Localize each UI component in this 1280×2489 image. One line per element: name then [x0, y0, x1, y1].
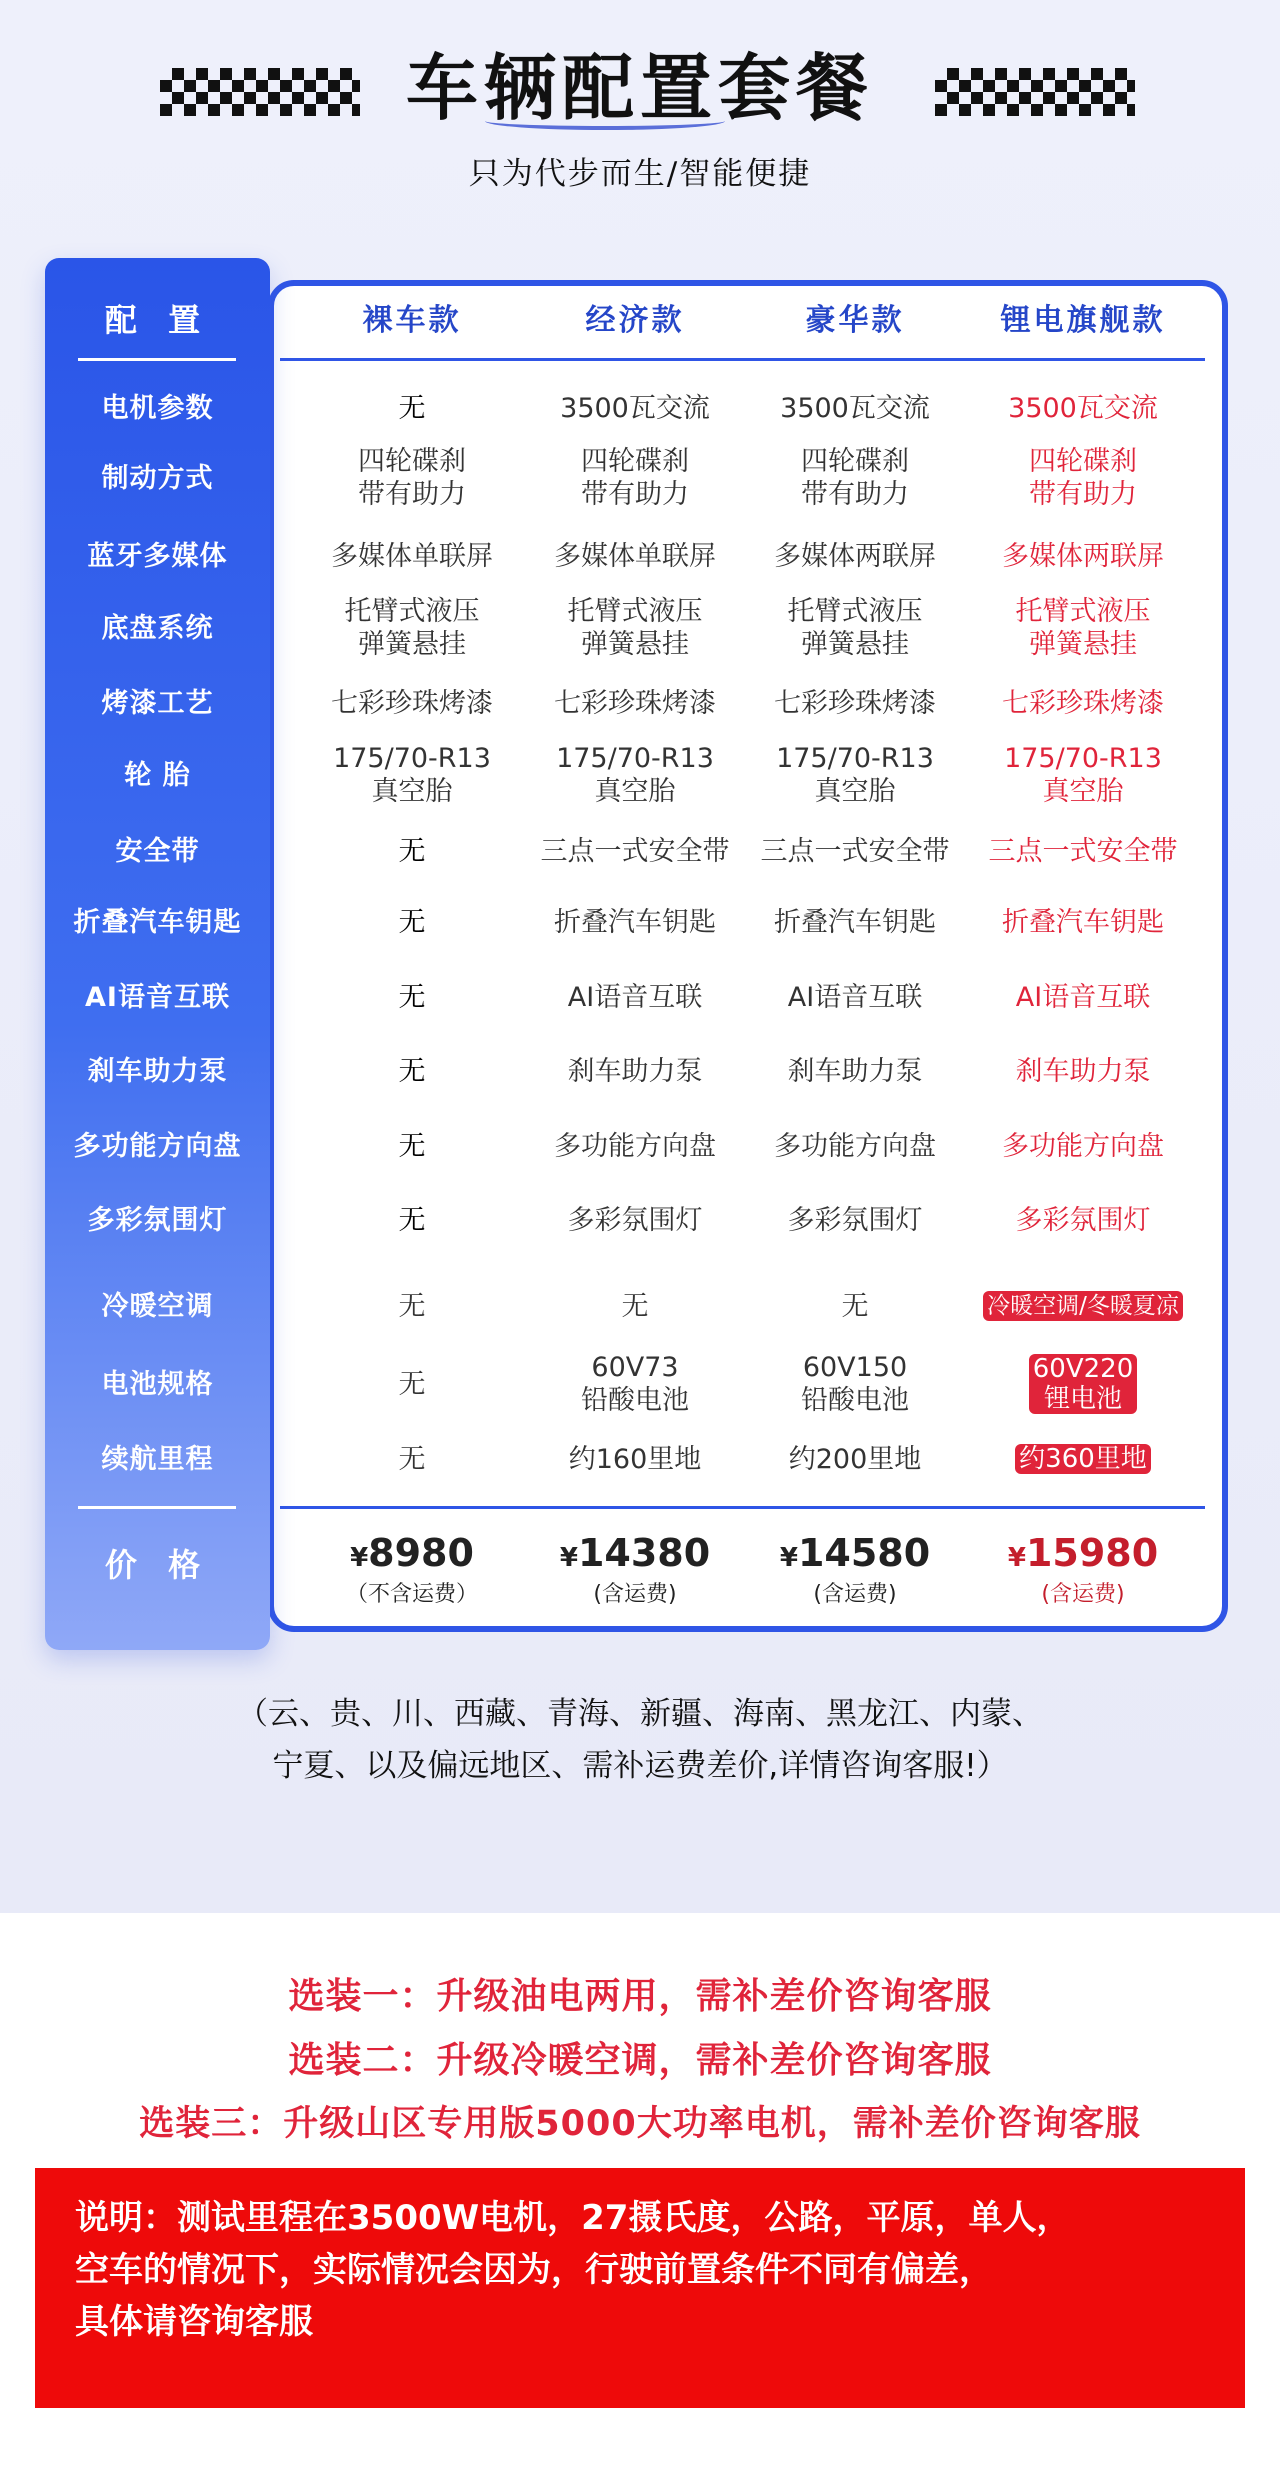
price-cell: [971, 1520, 1196, 1620]
table-cell: 无: [841, 1290, 869, 1322]
price-value: 15980: [1025, 1530, 1159, 1575]
option-2: 选装二：升级冷暖空调，需补差价咨询客服: [288, 2040, 992, 2081]
table-cell: 折叠汽车钥匙: [1002, 906, 1164, 938]
row-label: 电池规格: [101, 1368, 214, 1400]
table-cell: 托臂式液压 弹簧悬挂: [567, 596, 703, 660]
table-cell: 七彩珍珠烤漆: [554, 687, 716, 719]
table-cell: 60V150 铅酸电池: [801, 1352, 909, 1416]
row-label: 底盘系统: [101, 612, 214, 644]
price-label: 价 格: [104, 1545, 211, 1584]
table-cell: 约200里地: [788, 1443, 922, 1475]
price-value: 14580: [797, 1530, 931, 1575]
table-cell: 175/70-R13 真空胎: [556, 743, 714, 807]
table-cell: [971, 1349, 1196, 1419]
table-cell: 多功能方向盘: [1002, 1130, 1164, 1162]
table-cell: 多彩氛围灯: [1015, 1204, 1151, 1236]
table-cell: 多媒体单联屏: [554, 540, 716, 572]
column-header-4: 锂电旗舰款: [1000, 302, 1166, 338]
corner-header-divider: [78, 358, 236, 361]
table-cell: 约160里地: [568, 1443, 702, 1475]
table-cell: [971, 1271, 1196, 1341]
row-label: 冷暖空调: [101, 1290, 214, 1322]
table-cell: 三点一式安全带: [760, 835, 950, 867]
table-cell: 无: [398, 835, 426, 867]
table-cell: 3500瓦交流: [780, 392, 930, 424]
table-cell: 无: [398, 1290, 426, 1322]
table-cell: 3500瓦交流: [560, 392, 710, 424]
row-label: 制动方式: [101, 462, 214, 494]
table-cell: 无: [621, 1290, 649, 1322]
table-cell: 三点一式安全带: [540, 835, 730, 867]
header-divider: [280, 358, 1205, 361]
price-value: 8980: [368, 1530, 474, 1575]
row-label: 续航里程: [101, 1443, 214, 1475]
price-amount: [1008, 1531, 1158, 1580]
currency-symbol: ¥: [559, 1542, 578, 1573]
table-cell: 多功能方向盘: [774, 1130, 936, 1162]
shipping-footnote: （云、贵、川、西藏、青海、新疆、海南、黑龙江、内蒙、 宁夏、以及偏远地区、需补运费差价,详情咨询客服!）: [237, 1696, 1043, 1784]
table-cell: 175/70-R13 真空胎: [1004, 743, 1162, 807]
price-amount: [560, 1531, 710, 1580]
table-cell: 折叠汽车钥匙: [554, 906, 716, 938]
table-cell: 无: [398, 1368, 426, 1400]
row-label: 蓝牙多媒体: [87, 540, 228, 572]
price-divider-left: [78, 1506, 236, 1509]
currency-symbol: ¥: [1007, 1542, 1026, 1573]
price-note: (含运费): [813, 1581, 897, 1607]
price-cell: [300, 1520, 525, 1620]
option-3: 选装三：升级山区专用版5000大功率电机，需补差价咨询客服: [139, 2104, 1141, 2144]
price-note: (含运费): [593, 1581, 677, 1607]
table-cell: 三点一式安全带: [988, 835, 1178, 867]
table-cell: 无: [398, 1204, 426, 1236]
note-text: 说明：测试里程在3500W电机，27摄氏度，公路，平原，单人， 空车的情况下，实际情况会因为，行驶前置条件不同有偏差， 具体请咨询客服: [75, 2198, 1071, 2342]
column-header-1: 裸车款: [362, 302, 462, 338]
price-amount: [780, 1531, 930, 1580]
table-cell: 四轮碟刹 带有助力: [1029, 446, 1137, 510]
table-cell: 3500瓦交流: [1008, 392, 1158, 424]
table-cell: AI语音互联: [787, 981, 923, 1013]
table-cell: 多功能方向盘: [554, 1130, 716, 1162]
title-underline-swoosh: [485, 112, 725, 130]
currency-symbol: ¥: [350, 1542, 369, 1573]
table-cell: 多彩氛围灯: [567, 1204, 703, 1236]
price-divider: [280, 1506, 1205, 1509]
table-cell: 七彩珍珠烤漆: [774, 687, 936, 719]
column-header-2: 经济款: [585, 302, 685, 338]
table-cell: 175/70-R13 真空胎: [776, 743, 934, 807]
row-label: 电机参数: [101, 392, 214, 424]
table-cell: 多媒体单联屏: [331, 540, 493, 572]
table-cell: 多媒体两联屏: [1002, 540, 1164, 572]
table-cell: 四轮碟刹 带有助力: [581, 446, 689, 510]
price-cell: [743, 1520, 968, 1620]
row-label: 折叠汽车钥匙: [73, 906, 242, 938]
table-cell: 托臂式液压 弹簧悬挂: [1015, 596, 1151, 660]
row-label: 烤漆工艺: [101, 687, 214, 719]
table-cell: 折叠汽车钥匙: [774, 906, 936, 938]
price-cell: [523, 1520, 748, 1620]
row-label: 多功能方向盘: [73, 1130, 242, 1162]
table-cell: 刹车助力泵: [1015, 1055, 1151, 1087]
table-cell: 无: [398, 1130, 426, 1162]
price-amount: [350, 1531, 474, 1580]
row-label: 安全带: [115, 835, 200, 867]
table-cell: 无: [398, 1055, 426, 1087]
row-label: 刹车助力泵: [87, 1055, 228, 1087]
table-cell: 175/70-R13 真空胎: [333, 743, 491, 807]
highlight-badge: 约360里地: [1015, 1444, 1151, 1474]
table-cell: 多媒体两联屏: [774, 540, 936, 572]
row-label: 轮 胎: [124, 759, 191, 791]
table-cell: 无: [398, 1443, 426, 1475]
table-cell: AI语音互联: [1015, 981, 1151, 1013]
table-cell: 60V73 铅酸电池: [581, 1352, 689, 1416]
page-title: 车辆配置套餐: [405, 46, 874, 130]
table-cell: 四轮碟刹 带有助力: [358, 446, 466, 510]
highlight-badge: 60V220 锂电池: [1029, 1354, 1138, 1414]
table-cell: 无: [398, 392, 426, 424]
table-cell: AI语音互联: [567, 981, 703, 1013]
price-value: 14380: [577, 1530, 711, 1575]
page-subtitle: 只为代步而生/智能便捷: [468, 156, 812, 192]
price-note: (含运费): [1041, 1581, 1125, 1607]
table-cell: 七彩珍珠烤漆: [331, 687, 493, 719]
table-cell: 托臂式液压 弹簧悬挂: [787, 596, 923, 660]
highlight-badge: 冷暖空调/冬暖夏凉: [983, 1291, 1183, 1321]
corner-header: 配 置: [104, 300, 211, 339]
table-cell: 多彩氛围灯: [787, 1204, 923, 1236]
table-cell: 托臂式液压 弹簧悬挂: [344, 596, 480, 660]
row-label: AI语音互联: [85, 981, 230, 1013]
table-cell: 刹车助力泵: [787, 1055, 923, 1087]
table-cell: [971, 1424, 1196, 1494]
table-cell: 无: [398, 981, 426, 1013]
table-cell: 四轮碟刹 带有助力: [801, 446, 909, 510]
price-note: （不含运费）: [345, 1581, 478, 1607]
currency-symbol: ¥: [779, 1542, 798, 1573]
option-1: 选装一：升级油电两用，需补差价咨询客服: [288, 1976, 992, 2017]
table-cell: 刹车助力泵: [567, 1055, 703, 1087]
column-header-3: 豪华款: [805, 302, 905, 338]
table-cell: 无: [398, 906, 426, 938]
table-cell: 七彩珍珠烤漆: [1002, 687, 1164, 719]
row-label: 多彩氛围灯: [87, 1204, 228, 1236]
